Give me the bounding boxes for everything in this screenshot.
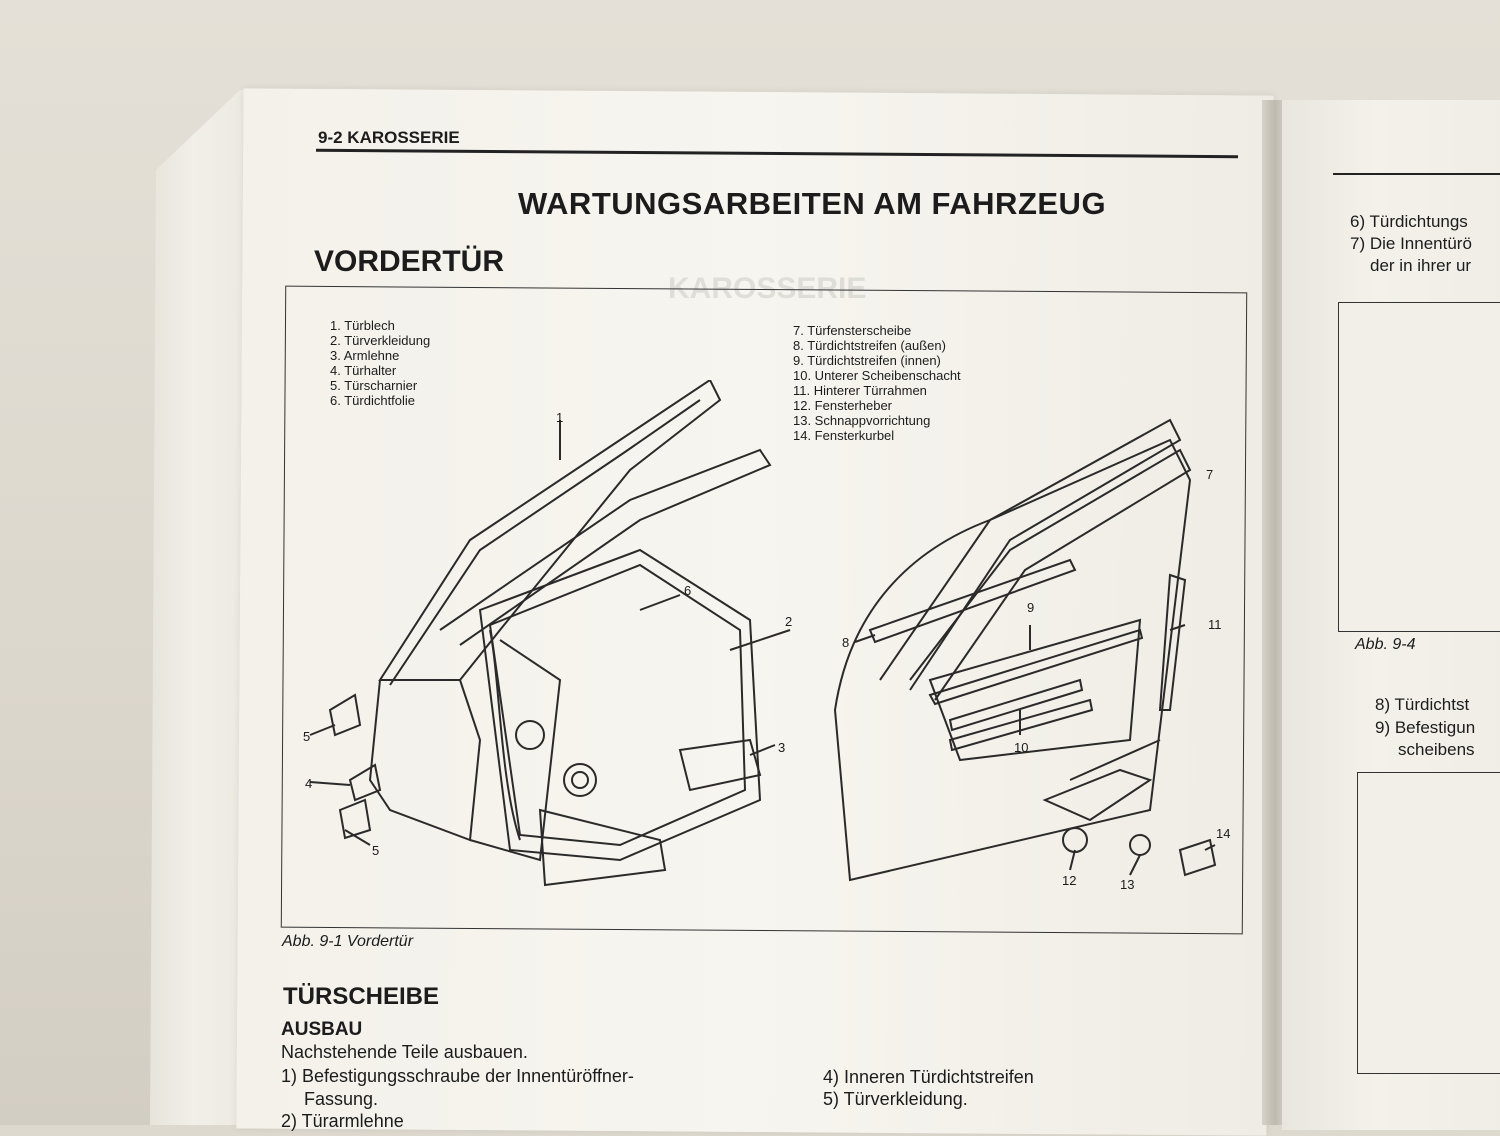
legend-item: 10. Unterer Scheibenschacht [793,368,961,383]
legend-item: 9. Türdichtstreifen (innen) [793,353,941,368]
callout-5b: 5 [372,843,380,858]
callout-14: 14 [1216,826,1231,841]
callout-4: 4 [305,776,313,791]
callout-9: 9 [1027,600,1035,615]
door-exploded-diagram [290,380,1240,920]
callout-5: 5 [303,729,311,744]
page-title: WARTUNGSARBEITEN AM FAHRZEUG [518,186,1107,221]
right-page-line: der in ihrer ur [1370,256,1472,275]
subsection-subtitle: AUSBAU [281,1019,363,1040]
right-page-line: 6) Türdichtungs [1350,212,1468,231]
right-page-line: 7) Die Innentürö [1350,234,1472,253]
legend-item: 5. Türscharnier [330,378,418,393]
legend-item: 2. Türverkleidung [330,333,431,348]
right-page-caption: Abb. 9-4 [1355,636,1416,653]
callout-7: 7 [1206,467,1214,482]
legend-item: 3. Armlehne [330,348,400,363]
legend-item: 12. Fensterheber [793,398,893,413]
callout-2: 2 [785,614,793,629]
legend-item: 4. Türhalter [330,363,397,378]
right-page-figure [1338,302,1500,632]
step-line: 2) Türarmlehne [281,1111,404,1131]
step-line: 4) Inneren Türdichtstreifen [823,1067,1034,1087]
callout-3: 3 [778,740,786,755]
intro-text: Nachstehende Teile ausbauen. [281,1042,528,1062]
legend-item: 14. Fensterkurbel [793,428,895,443]
right-page-figure [1357,772,1500,1074]
right-page-line: 8) Türdichtst [1375,695,1470,714]
right-page-line: 9) Befestigun [1375,718,1476,737]
step-line: 1) Befestigungsschraube der Innentüröffner- [281,1066,634,1086]
section-title: VORDERTÜR [314,245,505,278]
page-header-label: 9-2 KAROSSERIE [318,128,460,147]
callout-1: 1 [556,410,564,425]
callout-11: 11 [1208,617,1222,632]
right-page-line: scheibens [1398,740,1475,759]
callout-8: 8 [842,635,850,650]
show-through-text: KAROSSERIE [668,272,867,305]
step-line: 5) Türverkleidung. [823,1089,968,1109]
step-line: Fassung. [304,1089,379,1109]
right-page-rule [1333,173,1500,175]
callout-6: 6 [684,583,692,598]
callout-12: 12 [1062,873,1077,888]
callout-10: 10 [1014,740,1029,755]
legend-item: 13. Schnappvorrichtung [793,413,931,428]
figure-caption: Abb. 9-1 Vordertür [282,933,414,950]
legend-item: 8. Türdichtstreifen (außen) [793,338,946,353]
legend-item: 11. Hinterer Türrahmen [793,383,927,398]
callout-13: 13 [1120,877,1135,892]
legend-item: 6. Türdichtfolie [330,393,416,408]
legend-item: 7. Türfensterscheibe [793,323,912,338]
legend-item: 1. Türblech [330,318,395,333]
subsection-title: TÜRSCHEIBE [283,983,440,1010]
